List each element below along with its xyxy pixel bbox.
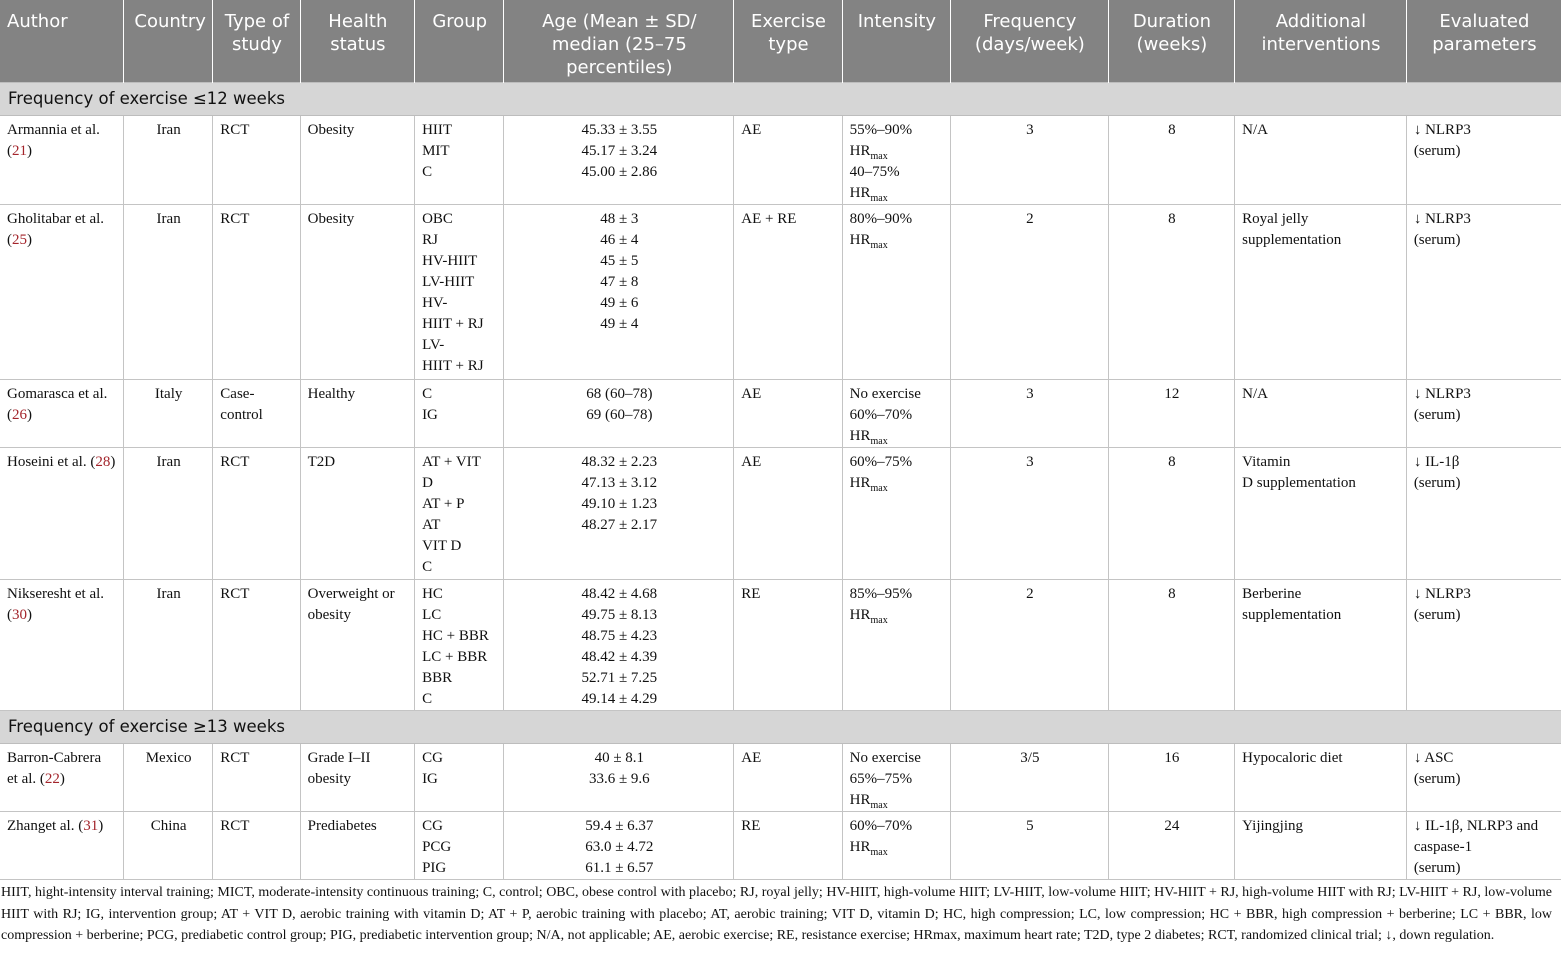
intensity-text: HR xyxy=(849,232,871,248)
cell-line: 47.13 ± 3.12 xyxy=(581,475,658,491)
author-name: Barron-Cabrera xyxy=(7,750,102,766)
cell-line: (serum) xyxy=(1413,475,1461,491)
header-text: Additional xyxy=(1275,11,1367,32)
header-text: interventions xyxy=(1261,34,1381,55)
cell-line: HIIT + RJ xyxy=(422,358,484,374)
cell-line: C xyxy=(422,164,433,180)
header-text: Author xyxy=(7,11,68,32)
cell-line: ↓ IL-1β xyxy=(1413,454,1460,470)
cell-line: BBR xyxy=(422,670,453,686)
intensity-text: No exercise xyxy=(849,750,921,766)
cell-line: 45.33 ± 3.55 xyxy=(581,122,658,138)
frequency-cell: 3 xyxy=(951,116,1109,205)
header-text: Exercise xyxy=(751,11,826,32)
header-evaluated-parameters xyxy=(1406,0,1561,83)
country-cell: China xyxy=(123,812,212,880)
age-cell xyxy=(504,448,734,580)
cell-line: HV- xyxy=(422,295,448,311)
reference-link[interactable]: 25 xyxy=(12,232,27,248)
author-name: Gholitabar et al. xyxy=(7,211,105,227)
section-row xyxy=(0,83,1561,116)
cell-line: 69 (60–78) xyxy=(586,407,653,423)
header-text: type xyxy=(768,34,809,55)
header-text: study xyxy=(232,34,282,55)
author-name: Zhanget al. xyxy=(7,818,75,834)
cell-line: ↓ NLRP3 xyxy=(1413,122,1471,138)
duration-cell: 8 xyxy=(1108,448,1234,580)
group-cell xyxy=(415,812,504,880)
cell-line: supplementation xyxy=(1242,232,1342,248)
intensity-text: HR xyxy=(849,475,871,491)
evaluated-parameters-cell xyxy=(1406,380,1561,448)
reference-link[interactable]: 21 xyxy=(12,143,27,159)
cell-line: LC + BBR xyxy=(422,649,488,665)
cell-line: CG xyxy=(422,750,443,766)
cell-line: control xyxy=(220,407,263,423)
intensity-line xyxy=(850,120,944,141)
author-cell xyxy=(0,580,123,711)
intensity-text: 60%–70% xyxy=(849,407,913,423)
frequency-cell: 3/5 xyxy=(951,744,1109,812)
cell-line: supplementation xyxy=(1242,607,1342,623)
cell-line: ↓ NLRP3 xyxy=(1413,211,1471,227)
cell-line: VIT D xyxy=(422,538,462,554)
intensity-line xyxy=(850,405,944,426)
additional-interventions-cell xyxy=(1235,580,1407,711)
additional-interventions-cell xyxy=(1235,205,1407,380)
health-status-cell xyxy=(300,580,414,711)
intensity-line xyxy=(850,769,944,790)
age-cell xyxy=(504,580,734,711)
reference-link[interactable]: 28 xyxy=(95,454,111,470)
cell-line: AT + P xyxy=(422,496,465,512)
header-additional-interventions xyxy=(1235,0,1407,83)
intensity-subscript: max xyxy=(870,847,888,858)
evaluated-parameters-cell xyxy=(1406,744,1561,812)
cell-line: PIG xyxy=(422,860,447,876)
cell-line: D supplementation xyxy=(1242,475,1356,491)
cell-line: Grade I–II xyxy=(307,750,371,766)
cell-line: (serum) xyxy=(1413,143,1461,159)
header-text: (weeks) xyxy=(1136,34,1208,55)
intensity-line xyxy=(850,837,944,858)
intensity-line xyxy=(850,230,944,251)
header-text: percentiles) xyxy=(566,57,673,78)
intensity-text: No exercise xyxy=(849,386,921,402)
cell-line: RCT xyxy=(220,122,250,138)
intensity-line xyxy=(850,748,944,769)
study-type-cell xyxy=(213,205,300,380)
section-title: Frequency of exercise ≥13 weeks xyxy=(0,711,1561,744)
cell-line: HC xyxy=(422,586,443,602)
intensity-line xyxy=(850,816,944,837)
cell-line: HIIT + RJ xyxy=(422,316,484,332)
header-text: (days/week) xyxy=(974,34,1085,55)
header-text: median (25–75 xyxy=(551,34,687,55)
header-text: Health xyxy=(328,11,388,32)
intensity-text: HR xyxy=(849,185,871,201)
cell-line: Berberine xyxy=(1242,586,1302,602)
exercise-type-cell: AE xyxy=(734,448,842,580)
cell-line: obesity xyxy=(307,771,351,787)
intensity-text: 40–75% xyxy=(849,164,900,180)
age-cell xyxy=(504,116,734,205)
header-age xyxy=(504,0,734,83)
cell-line: 48.42 ± 4.39 xyxy=(581,649,658,665)
cell-line: C xyxy=(422,559,433,575)
health-status-cell xyxy=(300,448,414,580)
age-cell xyxy=(504,205,734,380)
cell-line: 47 ± 8 xyxy=(600,274,639,290)
cell-line: Prediabetes xyxy=(307,818,377,834)
cell-line: 63.0 ± 4.72 xyxy=(585,839,654,855)
cell-line: (serum) xyxy=(1413,771,1461,787)
cell-line: Healthy xyxy=(307,386,356,402)
header-health-status xyxy=(300,0,414,83)
exercise-type-cell: AE xyxy=(734,116,842,205)
exercise-type-cell: AE xyxy=(734,380,842,448)
author-name: Gomarasca et al. xyxy=(7,386,108,402)
cell-line: 45.17 ± 3.24 xyxy=(581,143,658,159)
evaluated-parameters-cell xyxy=(1406,580,1561,711)
cell-line: LV- xyxy=(422,337,445,353)
intensity-cell xyxy=(842,812,950,880)
group-cell xyxy=(415,205,504,380)
section-row xyxy=(0,711,1561,744)
exercise-type-cell: RE xyxy=(734,580,842,711)
health-status-cell xyxy=(300,205,414,380)
duration-cell: 8 xyxy=(1108,116,1234,205)
intensity-line xyxy=(850,605,944,626)
country-cell: Iran xyxy=(123,448,212,580)
table-row xyxy=(0,580,1561,711)
evaluated-parameters-cell xyxy=(1406,116,1561,205)
intensity-text: HR xyxy=(849,792,871,808)
cell-line: AT xyxy=(422,517,441,533)
table-footnote: HIIT, hight-intensity interval training; MICT, moderate-intensity continuous training; C, control; OBC, obese control with placebo; RJ, royal jelly; HV-HIIT, high-volume HIIT; LV-HIIT, low-volume HIIT; HV-HIIT + RJ, high-volume HIIT with RJ; LV-HIIT + RJ, low-volume HIIT with RJ; IG, intervention group; AT + VIT D, aerobic training with vitamin D; AT + P, aerobic training with placebo; AT, aerobic training; VIT D, vitamin D; HC, high compression; LC, low compression; HC + BBR, high compression + berberine; LC + BBR, low compression + berberine; PCG, prediabetic control group; PIG, prediabetic intervention group; N/A, not applicable; AE, aerobic exercise; RE, resistance exercise; HRmax, maximum heart rate; T2D, type 2 diabetes; RCT, randomized clinical trial; ↓, down regulation. xyxy=(1,885,1552,943)
header-group xyxy=(415,0,504,83)
additional-interventions-cell xyxy=(1235,744,1407,812)
additional-interventions-cell xyxy=(1235,380,1407,448)
health-status-cell xyxy=(300,744,414,812)
cell-line: RCT xyxy=(220,211,250,227)
table-row xyxy=(0,744,1561,812)
study-type-cell xyxy=(213,744,300,812)
intensity-text: HR xyxy=(849,607,871,623)
cell-line: T2D xyxy=(307,454,336,470)
cell-line: LC xyxy=(422,607,442,623)
reference-link[interactable]: 22 xyxy=(44,771,60,787)
frequency-cell: 2 xyxy=(951,205,1109,380)
cell-line: 68 (60–78) xyxy=(586,386,653,402)
cell-line: 48 ± 3 xyxy=(600,211,639,227)
study-type-cell xyxy=(213,812,300,880)
author-line: Armannia et al. (21) xyxy=(7,122,100,159)
intensity-cell xyxy=(842,580,950,711)
header-text: Group xyxy=(432,11,488,32)
cell-line: (serum) xyxy=(1413,407,1461,423)
cell-line: RCT xyxy=(220,586,250,602)
duration-cell: 8 xyxy=(1108,205,1234,380)
cell-line: HV-HIIT xyxy=(422,253,478,269)
intensity-cell xyxy=(842,116,950,205)
author-line: Nikseresht et al. (30) xyxy=(7,586,105,623)
cell-line: RCT xyxy=(220,818,250,834)
table-row xyxy=(0,116,1561,205)
intensity-line xyxy=(850,584,944,605)
duration-cell: 12 xyxy=(1108,380,1234,448)
cell-line: 48.27 ± 2.17 xyxy=(581,517,658,533)
intensity-line xyxy=(850,209,944,230)
cell-line: N/A xyxy=(1242,386,1268,402)
evaluated-parameters-cell xyxy=(1406,448,1561,580)
header-exercise-type xyxy=(734,0,842,83)
health-status-cell xyxy=(300,380,414,448)
cell-line: 33.6 ± 9.6 xyxy=(588,771,650,787)
author-cell xyxy=(0,812,123,880)
cell-line: 45.00 ± 2.86 xyxy=(581,164,658,180)
author-etal: et al. ( xyxy=(7,771,45,787)
reference-link[interactable]: 31 xyxy=(83,818,99,834)
author-line: Gomarasca et al. (26) xyxy=(7,386,108,423)
header-study-type xyxy=(213,0,300,83)
cell-line: 49.75 ± 8.13 xyxy=(581,607,658,623)
table-row xyxy=(0,380,1561,448)
age-cell xyxy=(504,380,734,448)
evaluated-parameters-cell xyxy=(1406,812,1561,880)
header-text: Intensity xyxy=(857,11,937,32)
header-text: Frequency xyxy=(983,11,1077,32)
author-cell xyxy=(0,448,123,580)
cell-line: AT + VIT xyxy=(422,454,481,470)
cell-line: 48.75 ± 4.23 xyxy=(581,628,658,644)
group-cell xyxy=(415,448,504,580)
cell-line: HC + BBR xyxy=(422,628,489,644)
cell-line: (serum) xyxy=(1413,860,1461,876)
intensity-text: HR xyxy=(849,839,871,855)
cell-line: 49.14 ± 4.29 xyxy=(581,691,658,707)
intensity-text: 80%–90% xyxy=(849,211,913,227)
author-line: Zhanget al. (31) xyxy=(7,818,104,834)
intensity-text: 65%–75% xyxy=(849,771,913,787)
duration-cell: 8 xyxy=(1108,580,1234,711)
cell-line: RJ xyxy=(422,232,438,248)
intensity-text: 55%–90% xyxy=(849,122,913,138)
exercise-type-cell: RE xyxy=(734,812,842,880)
intensity-cell xyxy=(842,448,950,580)
cell-line: IG xyxy=(422,407,438,423)
study-type-cell xyxy=(213,448,300,580)
cell-line: OBC xyxy=(422,211,453,227)
cell-line: ↓ NLRP3 xyxy=(1413,386,1471,402)
duration-cell: 16 xyxy=(1108,744,1234,812)
intensity-subscript: max xyxy=(870,240,888,251)
age-cell xyxy=(504,744,734,812)
cell-line: (serum) xyxy=(1413,232,1461,248)
intensity-line xyxy=(850,141,944,162)
header-intensity xyxy=(842,0,950,83)
country-cell: Iran xyxy=(123,205,212,380)
table-row xyxy=(0,448,1561,580)
cell-line: CG xyxy=(422,818,443,834)
table-row xyxy=(0,812,1561,880)
cell-line: Overweight or xyxy=(307,586,395,602)
author-line: Hoseini et al. (28) xyxy=(7,454,116,470)
intensity-line xyxy=(850,426,944,447)
frequency-cell: 3 xyxy=(951,380,1109,448)
cell-line: MIT xyxy=(422,143,450,159)
cell-line: Obesity xyxy=(307,122,355,138)
intensity-subscript: max xyxy=(870,193,888,204)
header-text: Age (Mean ± SD/ xyxy=(542,11,697,32)
author-cell xyxy=(0,116,123,205)
group-cell xyxy=(415,116,504,205)
header-country xyxy=(123,0,212,83)
author-line: Gholitabar et al. (25) xyxy=(7,211,105,248)
cell-line: LV-HIIT xyxy=(422,274,475,290)
cell-line: caspase-1 xyxy=(1413,839,1473,855)
cell-line: 48.32 ± 2.23 xyxy=(581,454,658,470)
author-name: Armannia et al. xyxy=(7,122,100,138)
cell-line: 49 ± 6 xyxy=(600,295,639,311)
cell-line: Royal jelly xyxy=(1242,211,1309,227)
evaluated-parameters-cell xyxy=(1406,205,1561,380)
cell-line: C xyxy=(422,386,433,402)
intensity-subscript: max xyxy=(870,483,888,494)
cell-line: 49.10 ± 1.23 xyxy=(581,496,658,512)
header-text: status xyxy=(330,34,386,55)
intensity-line xyxy=(850,384,944,405)
group-cell xyxy=(415,380,504,448)
cell-line: ↓ NLRP3 xyxy=(1413,586,1471,602)
intensity-cell xyxy=(842,205,950,380)
reference-link[interactable]: 30 xyxy=(12,607,27,623)
author-cell xyxy=(0,744,123,812)
header-text: Type of xyxy=(224,11,290,32)
duration-cell: 24 xyxy=(1108,812,1234,880)
cell-line: IG xyxy=(422,771,438,787)
author-name: Nikseresht et al. xyxy=(7,586,105,602)
cell-line: 45 ± 5 xyxy=(600,253,639,269)
cell-line: 48.42 ± 4.68 xyxy=(581,586,658,602)
header-row xyxy=(0,0,1561,83)
additional-interventions-cell xyxy=(1235,448,1407,580)
cell-line: 40 ± 8.1 xyxy=(594,750,645,766)
author-line: et al. (22) xyxy=(7,771,65,787)
frequency-cell: 5 xyxy=(951,812,1109,880)
intensity-subscript: max xyxy=(870,436,888,447)
cell-line: ↓ IL-1β, NLRP3 and xyxy=(1413,818,1539,834)
header-text: Duration xyxy=(1132,11,1211,32)
cell-line: Vitamin xyxy=(1242,454,1291,470)
header-text: Country xyxy=(134,11,206,32)
study-type-cell xyxy=(213,580,300,711)
additional-interventions-cell xyxy=(1235,116,1407,205)
intensity-text: 60%–70% xyxy=(849,818,913,834)
cell-line: 59.4 ± 6.37 xyxy=(585,818,654,834)
header-frequency xyxy=(951,0,1109,83)
intensity-text: HR xyxy=(849,428,871,444)
age-cell xyxy=(504,812,734,880)
cell-line: 46 ± 4 xyxy=(600,232,639,248)
group-cell xyxy=(415,580,504,711)
group-cell xyxy=(415,744,504,812)
study-type-cell xyxy=(213,380,300,448)
intensity-line xyxy=(850,473,944,494)
cell-line: 49 ± 4 xyxy=(600,316,639,332)
author-name: Hoseini et al. xyxy=(7,454,87,470)
intensity-text: 60%–75% xyxy=(849,454,913,470)
cell-line: RCT xyxy=(220,454,250,470)
frequency-cell: 3 xyxy=(951,448,1109,580)
country-cell: Italy xyxy=(123,380,212,448)
cell-line: C xyxy=(422,691,433,707)
cell-line: Obesity xyxy=(307,211,355,227)
intensity-subscript: max xyxy=(870,151,888,162)
author-cell xyxy=(0,380,123,448)
health-status-cell xyxy=(300,812,414,880)
intensity-subscript: max xyxy=(870,800,888,811)
table-row xyxy=(0,205,1561,380)
cell-line: RCT xyxy=(220,750,250,766)
cell-line: D xyxy=(422,475,433,491)
intensity-line xyxy=(850,790,944,811)
reference-link[interactable]: 26 xyxy=(12,407,27,423)
study-type-cell xyxy=(213,116,300,205)
cell-line: Hypocaloric diet xyxy=(1242,750,1343,766)
section-title: Frequency of exercise ≤12 weeks xyxy=(0,83,1561,116)
exercise-type-cell: AE xyxy=(734,744,842,812)
intensity-line xyxy=(850,452,944,473)
country-cell: Iran xyxy=(123,580,212,711)
header-text: parameters xyxy=(1432,34,1537,55)
intensity-line xyxy=(850,183,944,204)
intensity-line xyxy=(850,162,944,183)
country-cell: Mexico xyxy=(123,744,212,812)
cell-line: ↓ ASC xyxy=(1413,750,1454,766)
intensity-subscript: max xyxy=(870,615,888,626)
exercise-type-cell: AE + RE xyxy=(734,205,842,380)
intensity-text: HR xyxy=(849,143,871,159)
additional-interventions-cell xyxy=(1235,812,1407,880)
frequency-cell: 2 xyxy=(951,580,1109,711)
intensity-cell xyxy=(842,744,950,812)
cell-line: PCG xyxy=(422,839,452,855)
cell-line: Case- xyxy=(220,386,255,402)
header-duration xyxy=(1108,0,1234,83)
header-text: Evaluated xyxy=(1439,11,1530,32)
cell-line: 61.1 ± 6.57 xyxy=(585,860,654,876)
country-cell: Iran xyxy=(123,116,212,205)
cell-line: obesity xyxy=(307,607,351,623)
header-author xyxy=(0,0,123,83)
cell-line: N/A xyxy=(1242,122,1268,138)
cell-line: 52.71 ± 7.25 xyxy=(581,670,658,686)
author-cell xyxy=(0,205,123,380)
cell-line: (serum) xyxy=(1413,607,1461,623)
intensity-cell xyxy=(842,380,950,448)
cell-line: Yijingjing xyxy=(1242,818,1303,834)
intensity-text: 85%–95% xyxy=(849,586,913,602)
cell-line: HIIT xyxy=(422,122,453,138)
health-status-cell xyxy=(300,116,414,205)
